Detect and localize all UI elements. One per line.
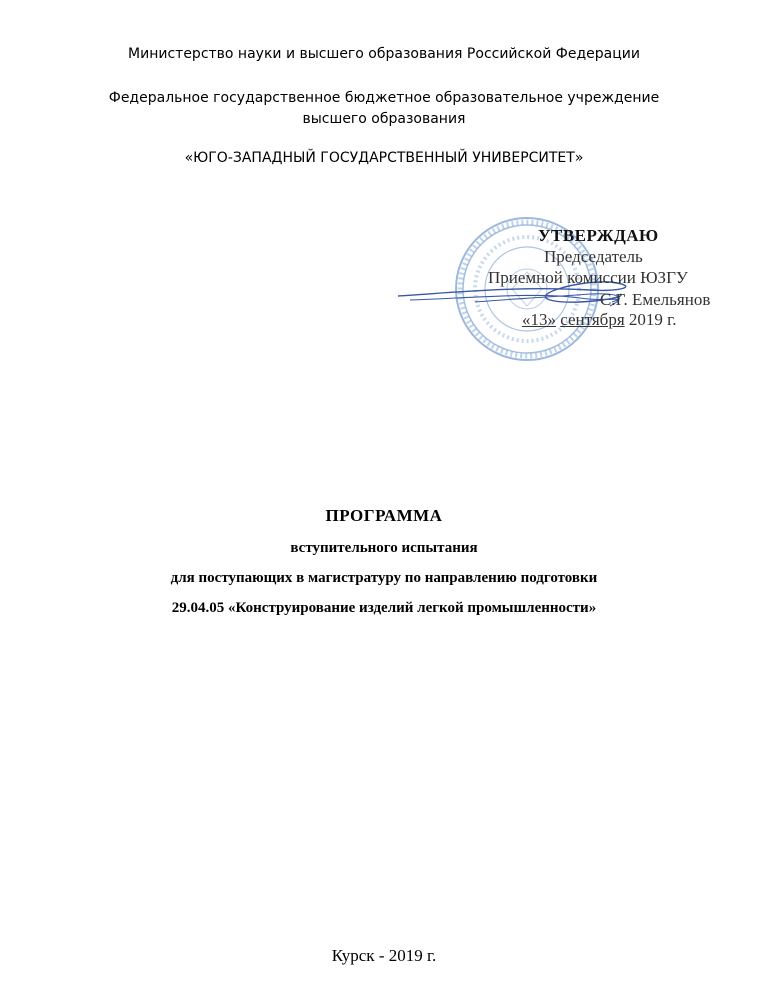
approval-date-year: 2019 г. (628, 310, 677, 329)
approval-role-line-2: Приемной комиссии ЮЗГУ (488, 268, 688, 287)
approval-signatory-name: С.Г. Емельянов (600, 290, 711, 309)
document-subtitle-2: для поступающих в магистратуру по направлению подготовки (170, 570, 598, 586)
approval-date-day: «13» (522, 310, 556, 329)
document-subtitle-3: 29.04.05 «Конструирование изделий легкой промышленности» (171, 600, 597, 616)
approval-date (522, 310, 676, 330)
approval-block (380, 212, 720, 362)
institution-line-1: Федеральное государственное бюджетное образовательное учреждение (108, 90, 660, 106)
approval-date-month: сентября (560, 310, 625, 329)
document-subtitle-1: вступительного испытания (290, 540, 478, 556)
place-year-footer: Курск - 2019 г. (331, 946, 437, 965)
approval-role-line-1: Председатель (544, 247, 643, 266)
institution-line-2: высшего образования (302, 111, 466, 127)
document-title: ПРОГРАММА (325, 506, 443, 525)
approval-title: УТВЕРЖДАЮ (538, 226, 659, 245)
ministry-line: Министерство науки и высшего образования Российской Федерации (128, 46, 640, 62)
university-name: «ЮГО-ЗАПАДНЫЙ ГОСУДАРСТВЕННЫЙ УНИВЕРСИТЕТ» (184, 150, 584, 166)
